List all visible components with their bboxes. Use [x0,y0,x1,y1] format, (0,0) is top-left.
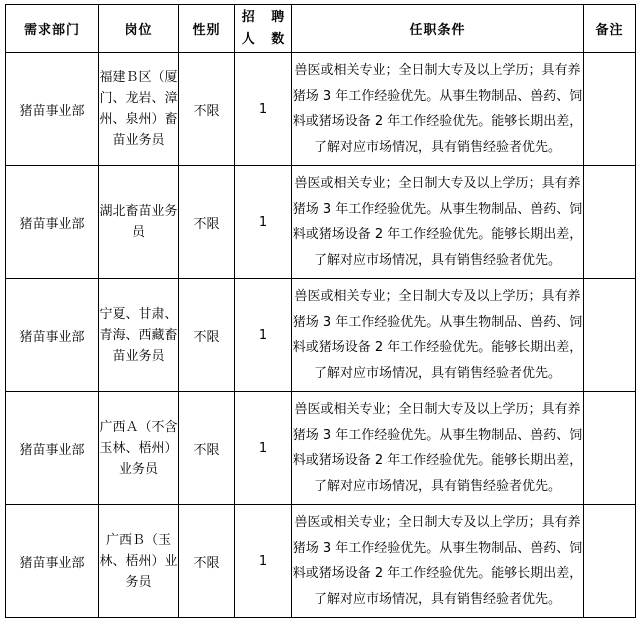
table-row [6,53,636,166]
cell-remarks [584,392,636,505]
cell-remarks [584,505,636,618]
header-position: 岗位 [99,5,179,53]
table-row [6,505,636,618]
cell-department: 猪苗事业部 [6,392,99,505]
cell-department: 猪苗事业部 [6,53,99,166]
cell-gender: 不限 [179,53,235,166]
cell-position: 福建Ｂ区（厦门、龙岩、漳州、泉州）畜苗业务员 [99,53,179,166]
cell-department: 猪苗事业部 [6,166,99,279]
header-headcount-line2: 人 数 [241,31,291,47]
cell-gender: 不限 [179,392,235,505]
cell-headcount: 1 [235,166,292,279]
table-row [6,392,636,505]
cell-headcount: 1 [235,392,292,505]
cell-department: 猪苗事业部 [6,505,99,618]
cell-position: 广西Ｂ（玉林、梧州）业务员 [99,505,179,618]
cell-position: 宁夏、甘肃、青海、西藏畜苗业务员 [99,279,179,392]
table-row [6,279,636,392]
cell-department: 猪苗事业部 [6,279,99,392]
cell-remarks [584,166,636,279]
cell-requirements: 兽医或相关专业；全日制大专及以上学历；具有养猪场 3 年工作经验优先。从事生物制品、兽药、饲料或猪场设备 2 年工作经验优先。能够长期出差，了解对应市场情况，具有销售经验者优先。 [292,279,584,392]
cell-requirements: 兽医或相关专业；全日制大专及以上学历；具有养猪场 3 年工作经验优先。从事生物制品、兽药、饲料或猪场设备 2 年工作经验优先。能够长期出差，了解对应市场情况，具有销售经验者优先。 [292,392,584,505]
header-headcount [235,5,292,53]
header-requirements: 任职条件 [292,5,584,53]
cell-requirements: 兽医或相关专业；全日制大专及以上学历；具有养猪场 3 年工作经验优先。从事生物制品、兽药、饲料或猪场设备 2 年工作经验优先。能够长期出差，了解对应市场情况，具有销售经验者优先。 [292,505,584,618]
cell-gender: 不限 [179,505,235,618]
cell-headcount: 1 [235,505,292,618]
cell-remarks [584,279,636,392]
cell-gender: 不限 [179,166,235,279]
cell-gender: 不限 [179,279,235,392]
header-department: 需求部门 [6,5,99,53]
header-remarks: 备注 [584,5,636,53]
cell-position: 广西Ａ（不含玉林、梧州）业务员 [99,392,179,505]
cell-headcount: 1 [235,279,292,392]
cell-position: 湖北畜苗业务员 [99,166,179,279]
header-row [6,5,636,53]
cell-requirements: 兽医或相关专业；全日制大专及以上学历；具有养猪场 3 年工作经验优先。从事生物制品、兽药、饲料或猪场设备 2 年工作经验优先。能够长期出差，了解对应市场情况，具有销售经验者优先。 [292,166,584,279]
header-headcount-line1: 招 聘 [241,9,291,25]
cell-requirements: 兽医或相关专业；全日制大专及以上学历；具有养猪场 3 年工作经验优先。从事生物制品、兽药、饲料或猪场设备 2 年工作经验优先。能够长期出差，了解对应市场情况，具有销售经验者优先。 [292,53,584,166]
recruitment-table [5,4,636,618]
cell-remarks [584,53,636,166]
table-row [6,166,636,279]
header-gender: 性别 [179,5,235,53]
cell-headcount: 1 [235,53,292,166]
